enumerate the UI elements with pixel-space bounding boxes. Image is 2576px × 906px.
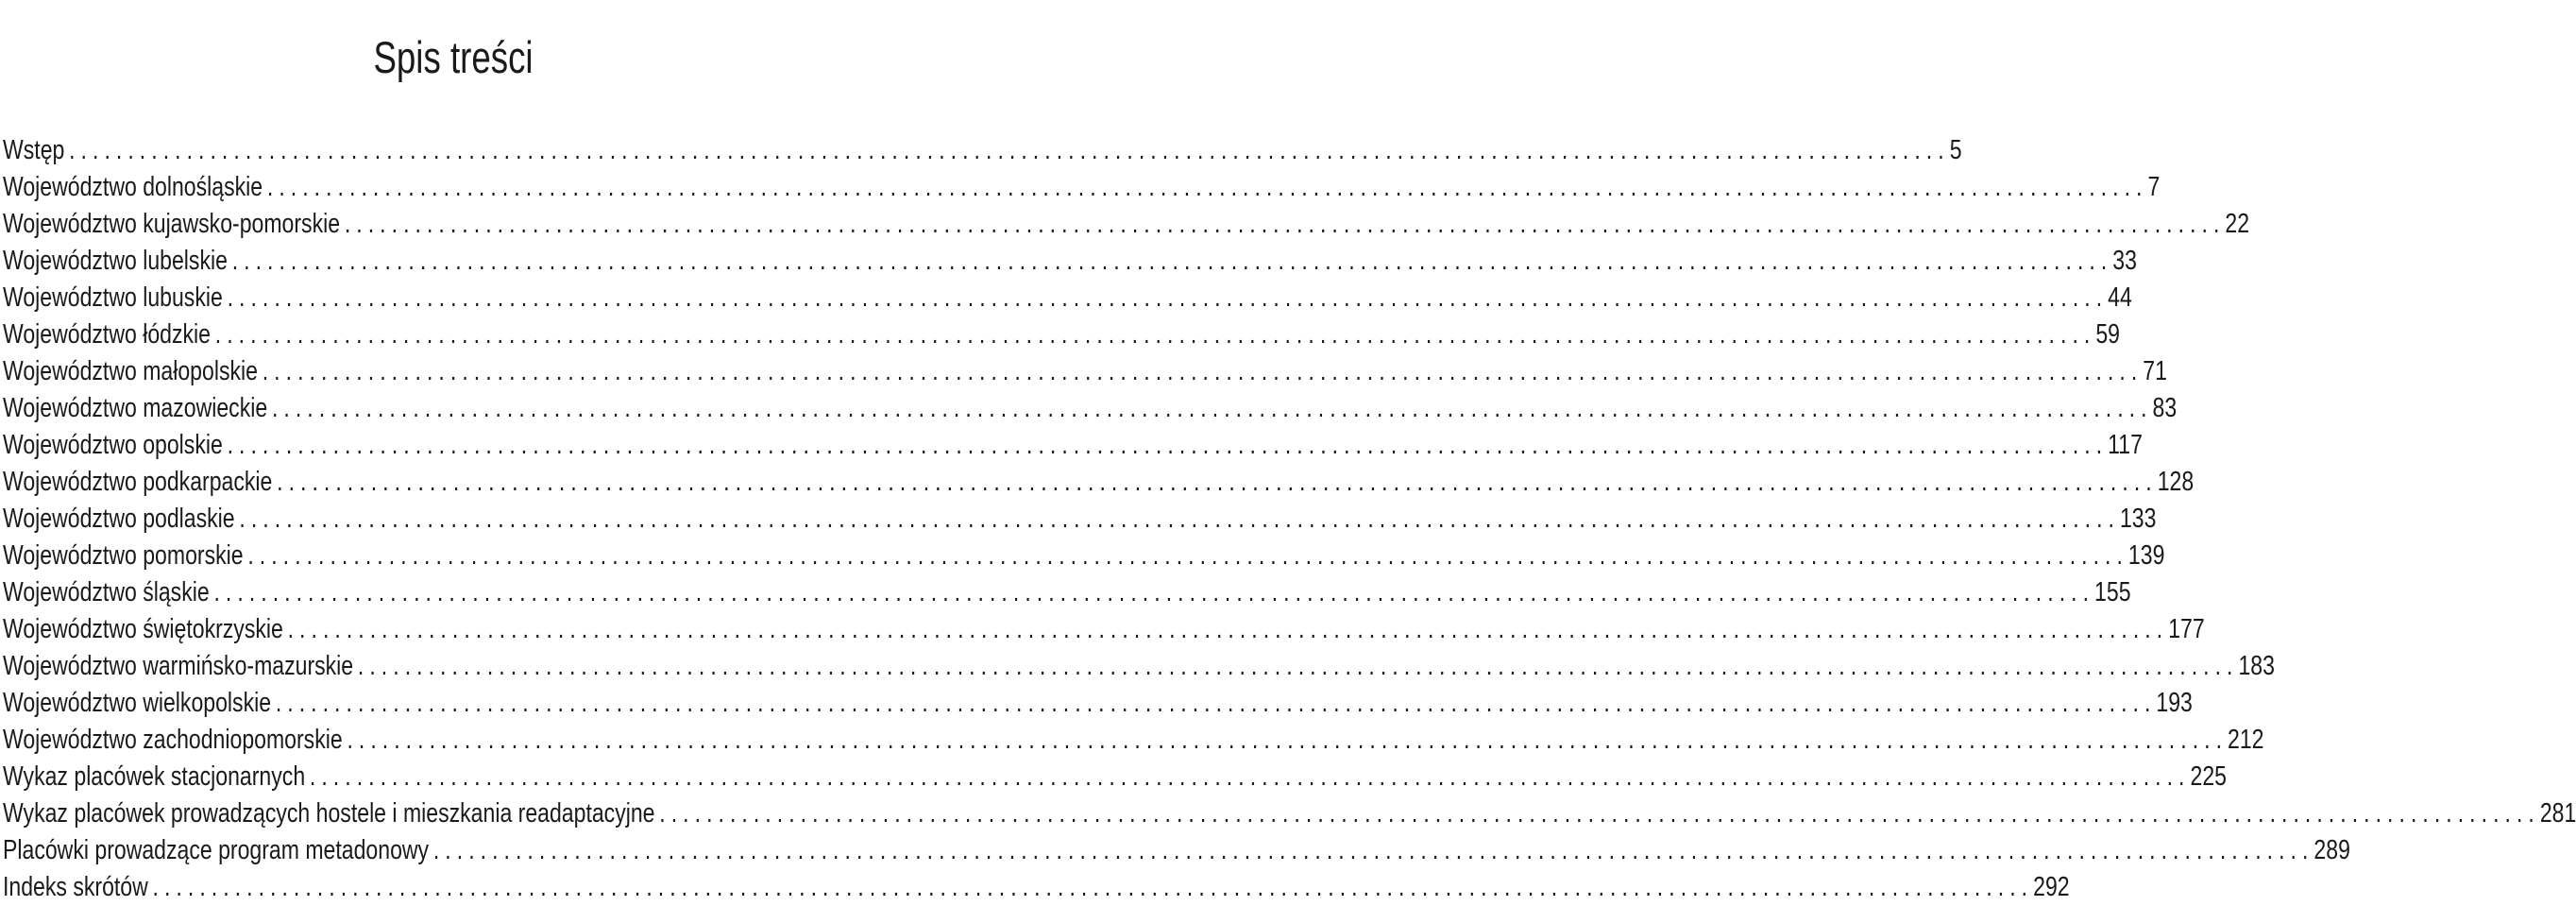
toc-entry-page-number: 183	[2238, 651, 2275, 681]
toc-entry[interactable]	[0, 280, 2132, 316]
dot-leader: ................................................................................................................................................................	[347, 725, 2229, 755]
toc-entry-page-number: 7	[2147, 172, 2161, 202]
toc-entry[interactable]	[0, 464, 2195, 501]
toc-entry-page-number: 177	[2168, 614, 2205, 644]
toc-entry[interactable]	[0, 574, 2131, 611]
toc-entry[interactable]	[0, 685, 2193, 722]
toc-entry-title: Województwo zachodniopomorskie	[3, 725, 343, 755]
toc-entry[interactable]	[0, 316, 2120, 353]
toc-entry-title: Województwo lubuskie	[3, 282, 223, 313]
dot-leader: ................................................................................................................................................................	[271, 393, 2153, 423]
toc-entry-title: Wykaz placówek stacjonarnych	[3, 761, 306, 792]
toc-entry-page-number: 281	[2539, 798, 2576, 829]
toc-entry-page-number: 212	[2228, 725, 2264, 755]
toc-entry-page-number: 83	[2152, 393, 2178, 423]
toc-entry-title: Województwo śląskie	[3, 577, 210, 607]
page-title: Spis treści	[373, 32, 534, 83]
toc-entry[interactable]	[0, 759, 2227, 795]
toc-entry-page-number: 292	[2033, 872, 2070, 902]
toc-entry-title: Województwo kujawsko-pomorskie	[3, 209, 341, 239]
dot-leader: ................................................................................................................................................................	[432, 835, 2314, 865]
toc-entry-title: Wykaz placówek prowadzących hostele i mieszkania readaptacyjne	[3, 798, 655, 829]
dot-leader: ................................................................................................................................................................	[287, 614, 2169, 644]
toc-entry-page-number: 117	[2108, 430, 2143, 460]
toc-entry-title: Województwo małopolskie	[3, 356, 258, 386]
toc-entry[interactable]	[0, 611, 2205, 648]
toc-entry[interactable]	[0, 832, 2350, 869]
toc-entry[interactable]	[0, 169, 2161, 206]
dot-leader: ................................................................................................................................................................	[231, 246, 2113, 276]
dot-leader: ................................................................................................................................................................	[227, 430, 2109, 460]
dot-leader: ................................................................................................................................................................	[659, 798, 2540, 829]
toc-entry[interactable]	[0, 390, 2178, 427]
toc-entry-title: Województwo łódzkie	[3, 319, 211, 350]
toc-entry[interactable]	[0, 538, 2165, 574]
toc-entry-title: Wstęp	[3, 135, 65, 165]
toc-entry[interactable]	[0, 795, 2576, 832]
toc-entry[interactable]	[0, 243, 2137, 280]
toc-entry-page-number: 5	[1949, 135, 1962, 165]
dot-leader: ................................................................................................................................................................	[275, 688, 2157, 718]
toc-entry[interactable]	[0, 869, 2070, 906]
toc-entry-page-number: 193	[2156, 688, 2193, 718]
toc-entry-page-number: 225	[2190, 761, 2227, 792]
dot-leader: ................................................................................................................................................................	[69, 135, 1950, 165]
dot-leader: ................................................................................................................................................................	[227, 282, 2109, 313]
dot-leader: ................................................................................................................................................................	[214, 319, 2096, 350]
toc-entry-title: Województwo mazowieckie	[3, 393, 268, 423]
toc-entry-page-number: 71	[2143, 356, 2167, 386]
toc-entry[interactable]	[0, 427, 2143, 464]
toc-entry-page-number: 59	[2095, 319, 2120, 350]
dot-leader: ................................................................................................................................................................	[239, 504, 2120, 534]
toc-entry-title: Województwo opolskie	[3, 430, 223, 460]
toc-entry-page-number: 139	[2127, 540, 2165, 571]
toc-entry-page-number: 44	[2108, 282, 2132, 313]
dot-leader: ................................................................................................................................................................	[344, 209, 2226, 239]
toc-entry-title: Województwo wielkopolskie	[3, 688, 272, 718]
toc-entry-title: Województwo podlaskie	[3, 504, 235, 534]
toc-entry-page-number: 155	[2094, 577, 2131, 607]
toc-entry[interactable]	[0, 132, 1962, 169]
toc-entry-title: Województwo dolnośląskie	[3, 172, 263, 202]
toc-entry-page-number: 128	[2157, 467, 2195, 497]
dot-leader: ................................................................................................................................................................	[277, 467, 2158, 497]
dot-leader: ................................................................................................................................................................	[309, 761, 2191, 792]
toc-entry-title: Województwo warmińsko-mazurskie	[3, 651, 354, 681]
toc-entry-title: Województwo podkarpackie	[3, 467, 273, 497]
toc-entry[interactable]	[0, 206, 2250, 243]
toc-entry-page-number: 22	[2225, 209, 2250, 239]
toc-entry-page-number: 33	[2112, 246, 2137, 276]
toc-entry-title: Placówki prowadzące program metadonowy	[3, 835, 430, 865]
dot-leader: ................................................................................................................................................................	[152, 872, 2034, 902]
toc-entry[interactable]	[0, 722, 2264, 759]
toc-entry-page-number: 289	[2313, 835, 2350, 865]
dot-leader: ................................................................................................................................................................	[213, 577, 2095, 607]
toc-entry-title: Indeks skrótów	[3, 872, 148, 902]
toc-entry-title: Województwo świętokrzyskie	[3, 614, 283, 644]
dot-leader: ................................................................................................................................................................	[357, 651, 2239, 681]
toc-entry[interactable]	[0, 648, 2275, 685]
toc-entry-title: Województwo lubelskie	[3, 246, 228, 276]
toc-entry[interactable]	[0, 353, 2167, 390]
dot-leader: ................................................................................................................................................................	[262, 356, 2144, 386]
toc-entry[interactable]	[0, 501, 2157, 538]
table-of-contents	[0, 132, 2576, 906]
dot-leader: ................................................................................................................................................................	[266, 172, 2148, 202]
dot-leader: ................................................................................................................................................................	[247, 540, 2128, 571]
toc-entry-page-number: 133	[2119, 504, 2157, 534]
toc-entry-title: Województwo pomorskie	[3, 540, 244, 571]
